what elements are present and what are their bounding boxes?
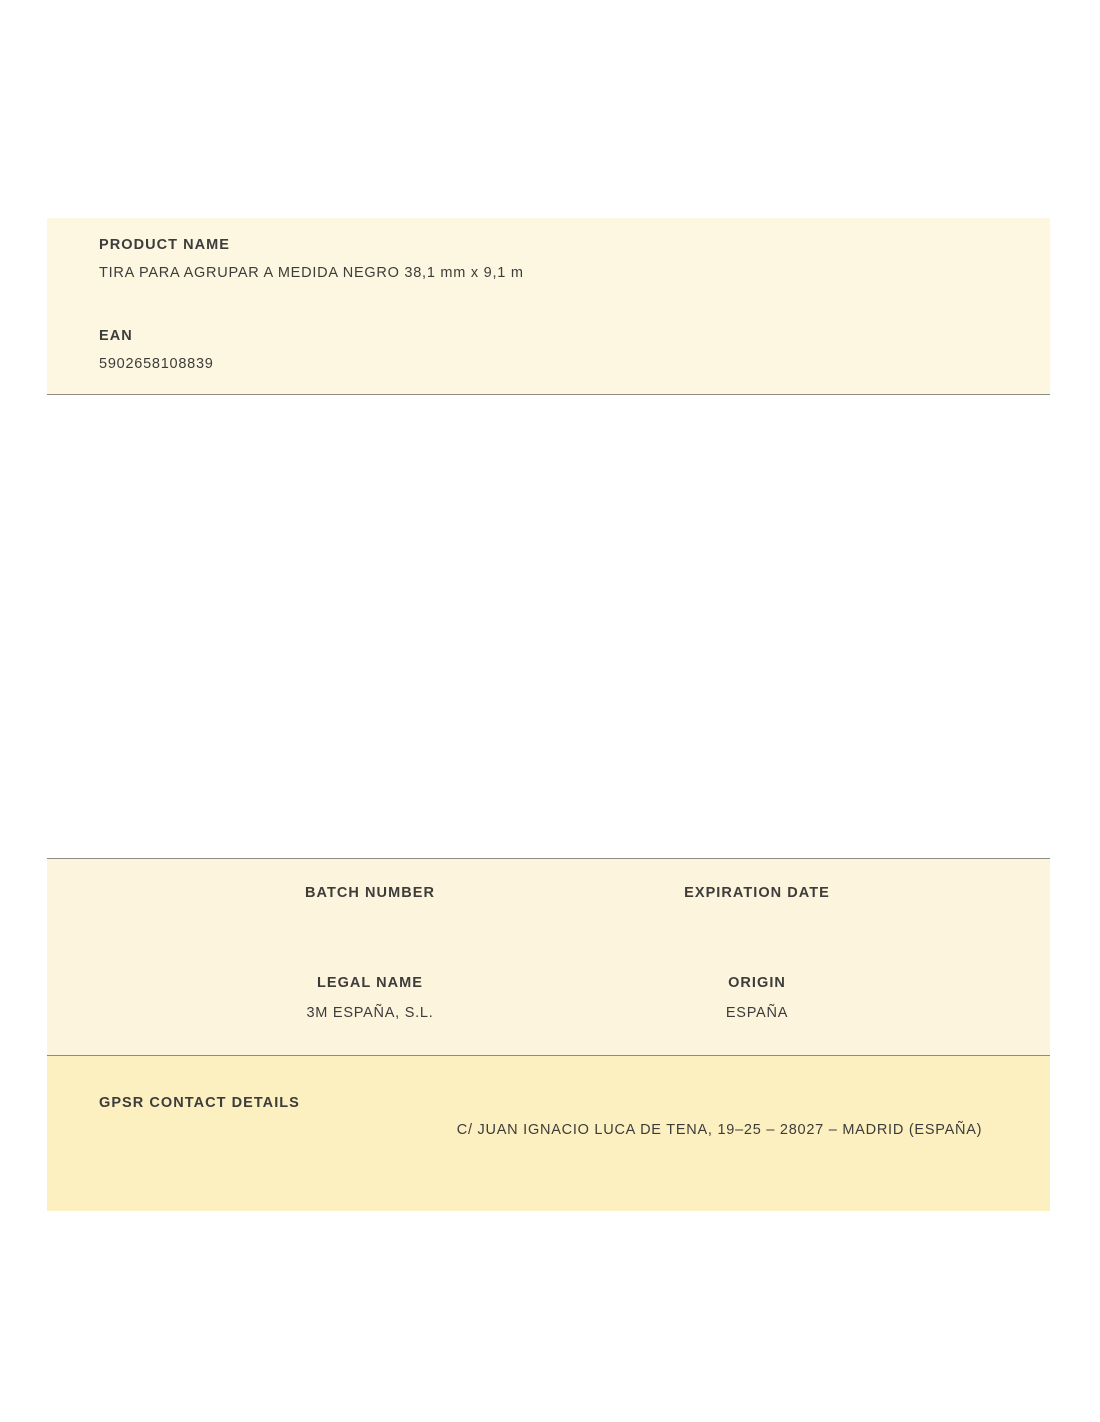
product-info-block bbox=[47, 218, 1050, 395]
blank-content-area bbox=[47, 395, 1050, 858]
origin-value: ESPAÑA bbox=[725, 1005, 789, 1021]
batch-legal-block bbox=[47, 858, 1050, 1056]
product-name-label: PRODUCT NAME bbox=[99, 237, 231, 253]
gpsr-contact-block bbox=[47, 1056, 1050, 1211]
expiration-date-label: EXPIRATION DATE bbox=[684, 885, 830, 901]
ean-value: 5902658108839 bbox=[99, 356, 214, 372]
batch-number-label: BATCH NUMBER bbox=[305, 885, 435, 901]
legal-name-value: 3M ESPAÑA, S.L. bbox=[306, 1005, 434, 1021]
origin-label: ORIGIN bbox=[728, 975, 786, 991]
product-name-value: TIRA PARA AGRUPAR A MEDIDA NEGRO 38,1 mm x 9,1 m bbox=[99, 265, 524, 281]
gpsr-contact-value: C/ JUAN IGNACIO LUCA DE TENA, 19–25 – 28027 – MADRID (ESPAÑA) bbox=[456, 1122, 983, 1138]
legal-name-label: LEGAL NAME bbox=[316, 975, 424, 991]
gpsr-contact-label: GPSR CONTACT DETAILS bbox=[99, 1095, 300, 1111]
ean-label: EAN bbox=[99, 328, 133, 344]
